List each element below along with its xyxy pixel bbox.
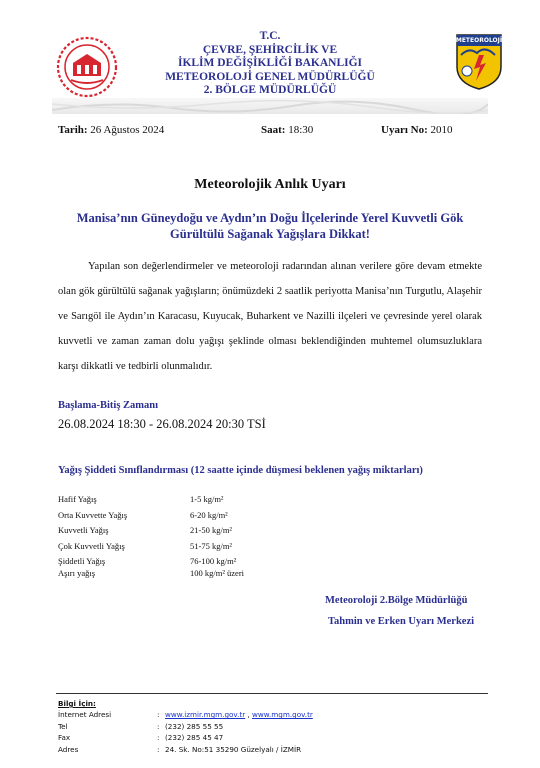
footer-separator: :: [157, 733, 160, 742]
footer-separator: :: [157, 721, 160, 731]
warning-number-field: [381, 124, 453, 136]
header-decorative-band: [52, 98, 488, 114]
classification-name: Şiddetli Yağış: [58, 556, 106, 566]
warning-number-label: Uyarı No:: [381, 124, 428, 136]
warning-number-value: 2010: [430, 124, 453, 136]
warning-body-text: Yapılan son değerlendirmeler ve meteoroloji radarından alınan verilere göre devam etmekte olan gök gürültülü sağanak yağışların; önümüzdeki 2 saatlik periyotta Manisa’nın Turgutlu, Alaşehir ve Sarıgöl ile Aydın’ın Karacasu, Kuyucak, Buharkent ve Nazilli ilçeleri ve çevresinde yerel olarak kuvvetli ve zaman zaman dolu yağışı şeklinde olması beklendiğinden muhtemel olumsuzluklara karşı dikkatli ve tedbirli olunmalıdır.: [58, 261, 482, 372]
classification-row: [58, 510, 310, 522]
ministry-logo: [56, 36, 118, 98]
time-value: 18:30: [288, 124, 314, 136]
meteorology-logo: [455, 33, 503, 91]
time-label: Saat:: [261, 124, 286, 136]
footer-title: Bilgi İçin:: [58, 699, 96, 708]
period-label: Başlama-Bitiş Zamanı: [58, 400, 159, 411]
meteorology-logo-text: METEOROLOJİ: [455, 37, 503, 44]
footer-key: Tel: [58, 721, 68, 731]
classification-value: 21-50 kg/m²: [190, 525, 232, 535]
header-line-ministry-1: ÇEVRE, ŞEHİRCİLİK VE: [202, 43, 338, 56]
footer-divider: [56, 693, 488, 694]
footer-row-fax: [58, 732, 313, 744]
signature-center: Tahmin ve Erken Uyarı Merkezi: [328, 616, 475, 627]
footer-value: (232) 285 55 55: [165, 721, 224, 731]
header-title-block: [130, 30, 410, 98]
classification-name: Aşırı yağış: [58, 567, 96, 578]
izmir-website-link[interactable]: www.izmir.mgm.gov.tr: [165, 710, 246, 719]
footer-key: Adres: [58, 744, 79, 754]
footer-separator: :: [157, 710, 160, 719]
footer-key: Fax: [58, 733, 71, 742]
document-title: Meteorolojik Anlık Uyarı: [194, 177, 346, 192]
footer-value: (232) 285 45 47: [165, 733, 224, 742]
time-field: [261, 124, 313, 136]
classification-value: 6-20 kg/m²: [190, 509, 228, 520]
warning-headline: Manisa’nın Güneydoğu ve Aydın’ın Doğu İlçelerinde Yerel Kuvvetli Gök Gürültülü Sağanak Yağışlara Dikkat!: [76, 211, 464, 241]
classification-value: 100 kg/m² üzeri: [190, 567, 245, 578]
link-separator: ,: [245, 710, 253, 719]
header-line-directorate: METEOROLOJİ GENEL MÜDÜRLÜĞÜ: [165, 70, 375, 83]
classification-table: [58, 494, 310, 579]
footer-contact-list: [58, 709, 313, 755]
period-value: 26.08.2024 18:30 - 26.08.2024 20:30 TSİ: [58, 417, 266, 431]
classification-row: [58, 541, 310, 553]
classification-value: 1-5 kg/m²: [190, 494, 224, 504]
footer-key: İnternet Adresi: [58, 710, 112, 719]
classification-row: [58, 494, 310, 506]
footer-value: 24. Sk. No:51 35290 Güzelyalı / İZMİR: [165, 744, 302, 754]
header-line-region: 2. BÖLGE MÜDÜRLÜĞÜ: [203, 84, 337, 96]
classification-name: Çok Kuvvetli Yağış: [58, 540, 125, 551]
date-label: Tarih:: [58, 124, 88, 136]
classification-title: Yağış Şiddeti Sınıflandırması (12 saatte içinde düşmesi beklenen yağış miktarları): [58, 465, 423, 476]
classification-row: [58, 568, 310, 580]
classification-name: Hafif Yağış: [58, 494, 97, 504]
header-line-tc: T.C.: [259, 30, 281, 42]
signature-directorate: Meteoroloji 2.Bölge Müdürlüğü: [325, 595, 468, 606]
footer-row-address: [58, 744, 313, 756]
date-field: [58, 124, 164, 136]
footer-row-tel: [58, 721, 313, 733]
header-line-ministry-2: İKLİM DEĞİŞİKLİĞİ BAKANLIĞI: [177, 57, 363, 69]
mgm-website-link[interactable]: www.mgm.gov.tr: [252, 710, 313, 719]
footer-value: [165, 709, 313, 721]
footer-row-website: [58, 709, 313, 721]
classification-name: Kuvvetli Yağış: [58, 525, 109, 535]
classification-name: Orta Kuvvette Yağış: [58, 509, 128, 520]
classification-value: 76-100 kg/m²: [190, 556, 237, 566]
footer-separator: :: [157, 744, 160, 754]
classification-value: 51-75 kg/m²: [190, 540, 232, 551]
classification-row: [58, 525, 310, 537]
date-value: 26 Ağustos 2024: [90, 124, 165, 136]
classification-row: [58, 556, 310, 568]
